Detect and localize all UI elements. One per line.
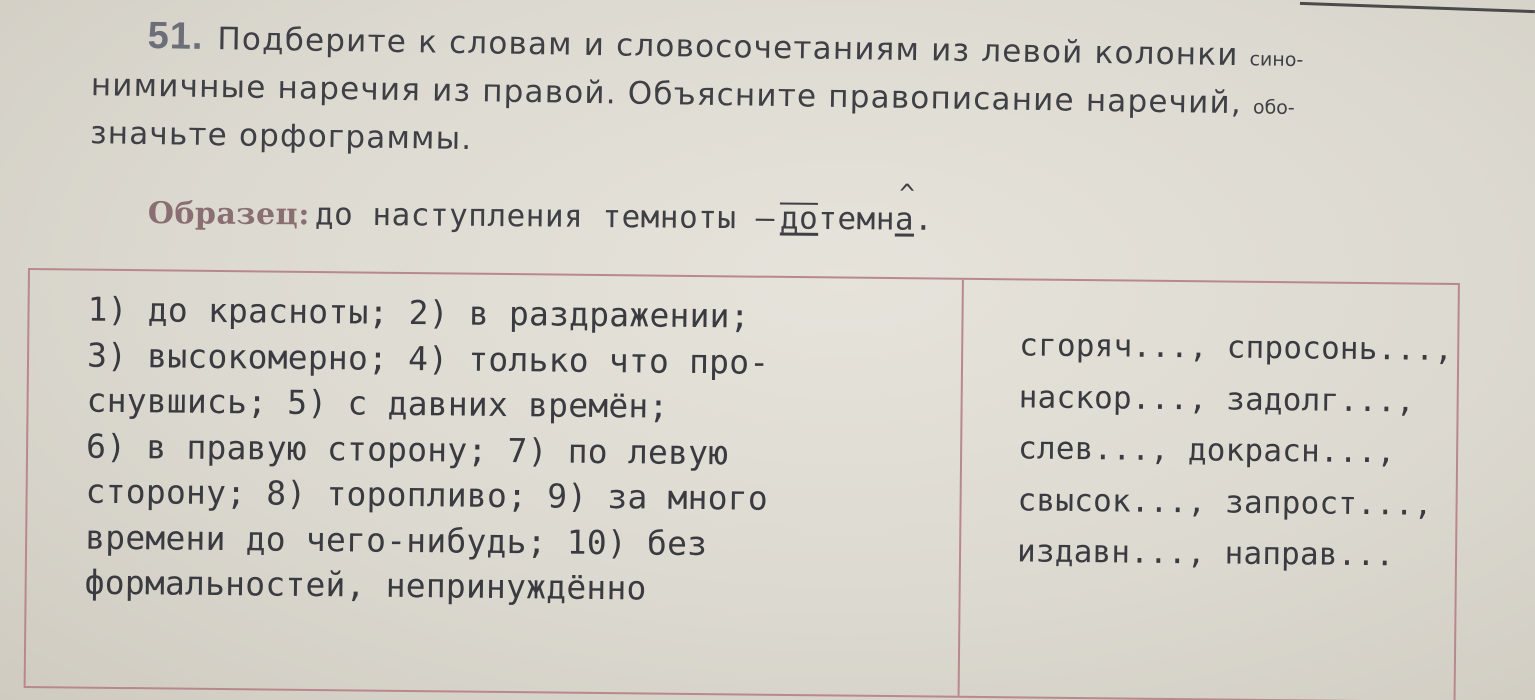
right-column-line: наскор..., задолг..., (1018, 378, 1416, 420)
sample-label: Образец: (147, 195, 311, 233)
sample-answer (780, 201, 934, 238)
right-column-line: издавн..., направ... (1016, 533, 1395, 574)
right-column-adverbs (1016, 320, 1454, 582)
task-text-line-2-tail: обо- (1252, 96, 1295, 120)
task-text-line-3: значьте орфограммы. (89, 115, 473, 158)
task-text-line-2: нимичные наречия из правой. Объясните правописание наречий, (90, 67, 1243, 122)
left-column-line: 3) высокомерно; 4) только что про- (86, 335, 770, 382)
sample-answer-vowel: ^ а (895, 202, 914, 238)
task-text-line-1-tail: сино- (1249, 48, 1304, 72)
table-column-divider (958, 280, 964, 696)
sample-example (148, 195, 934, 238)
left-column-phrases (84, 287, 947, 614)
left-column-line: времени до чего-нибудь; 10) без (84, 517, 708, 563)
left-column-line: 6) в правую сторону; 7) по левую (85, 426, 729, 472)
exercise-table (24, 268, 1460, 700)
sample-text: до наступления темноты — (314, 196, 776, 237)
task-number: 51. (147, 14, 204, 58)
left-column-line: сторону; 8) торопливо; 9) за много (85, 471, 769, 518)
sample-answer-middle: темн (818, 200, 896, 238)
left-column-line: снувшись; 5) с давних времён; (86, 380, 669, 426)
task-text-line-1: Подберите к словам и словосочетаниям из левой колонки (217, 21, 1239, 74)
right-column-line: сгоряч..., спросонь..., (1019, 327, 1454, 368)
right-column-line: слев..., докрасн..., (1017, 430, 1396, 471)
task-instructions (89, 14, 1468, 177)
left-column-line: формальностей, непринуждённо (84, 562, 647, 608)
sample-answer-prefix: до (779, 200, 819, 237)
left-column-line: 1) до красноты; 2) в раздражении; (87, 289, 750, 336)
right-column-line: свысок..., запрост..., (1017, 481, 1433, 523)
page-edge-line (1300, 0, 1535, 13)
sample-answer-end: . (913, 201, 934, 238)
